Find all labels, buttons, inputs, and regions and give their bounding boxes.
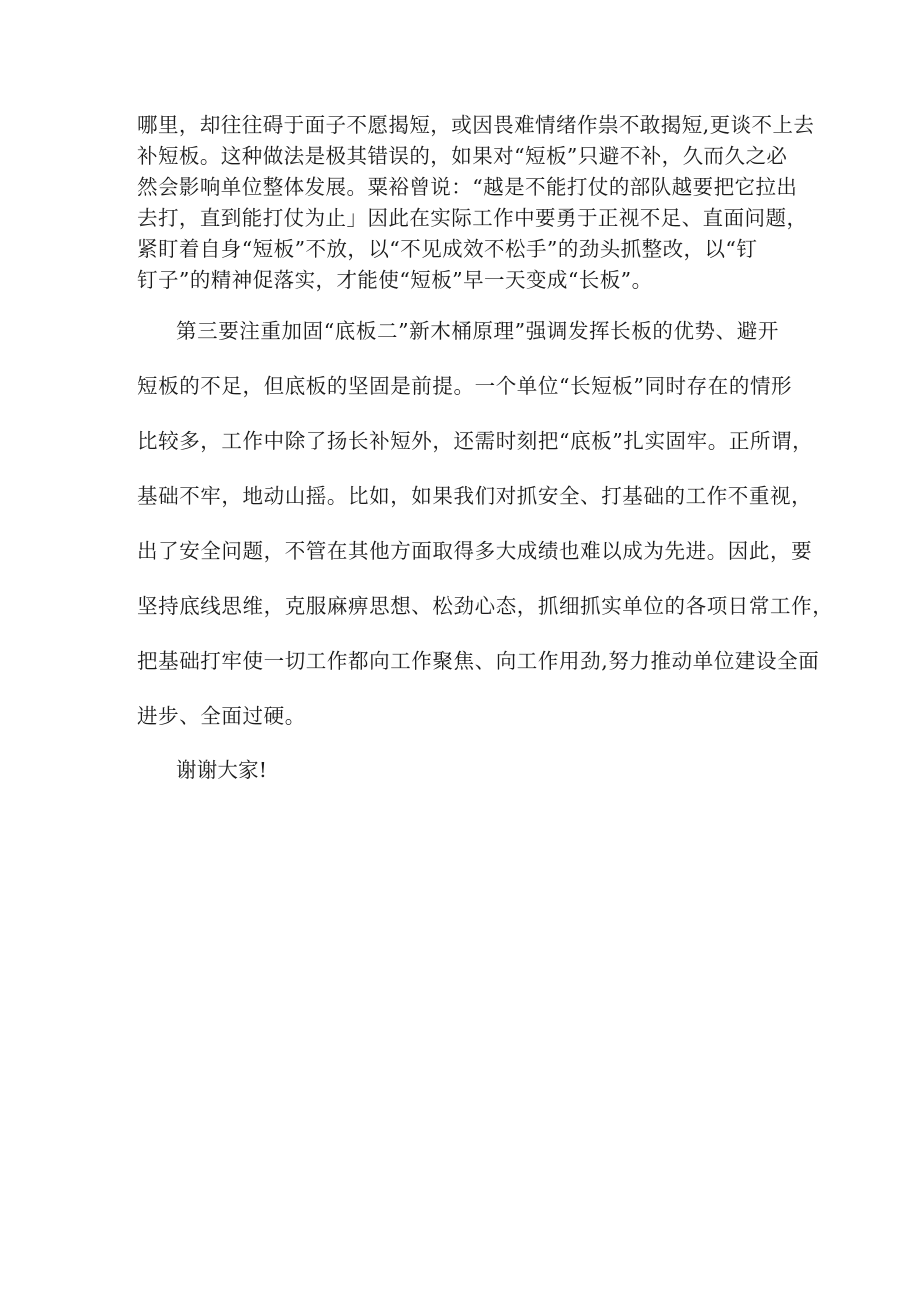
text-line: 出了安全问题，不管在其他方面取得多大成绩也难以成为先进。因此，要	[137, 539, 813, 563]
text-line: 哪里，却往往碍于面子不愿揭短，或因畏难情绪作祟不敢揭短,更谈不上去	[137, 113, 815, 137]
text-line: 去打，直到能打仗为止」因此在实际工作中要勇于正视不足、直面问题，	[137, 206, 808, 230]
text-line: 然会影响单位整体发展。粟裕曾说：“越是不能打仗的部队越要把它拉出	[137, 175, 798, 199]
text-line: 进步、全面过硬。	[137, 704, 306, 728]
text-line: 坚持底线思维，克服麻痹思想、松劲心态，抓细抓实单位的各项日常工作，	[137, 594, 834, 618]
text-line: 第三要注重加固“底板二”新木桶原理”强调发挥长板的优势、避开	[176, 319, 779, 343]
text-line: 钉子”的精神促落实，才能使“短板”早一天变成“长板”。	[137, 268, 653, 292]
text-line: 比较多，工作中除了扬长补短外，还需时刻把“底板”扎实固牢。正所谓，	[137, 429, 814, 453]
text-line: 把基础打牢使一切工作都向工作聚焦、向工作用劲,努力推动单位建设全面	[137, 649, 820, 673]
closing-line: 谢谢大家!	[176, 758, 268, 782]
text-line: 紧盯着自身“短板”不放，以“不见成效不松手”的劲头抓整改，以“钉	[137, 237, 758, 261]
text-line: 补短板。这种做法是极其错误的，如果对“短板”只避不补，久而久之必	[137, 144, 788, 168]
text-line: 短板的不足，但底板的坚固是前提。一个单位“长短板”同时存在的情形	[137, 374, 793, 398]
text-line: 基础不牢，地动山摇。比如，如果我们对抓安全、打基础的工作不重视，	[137, 484, 813, 508]
